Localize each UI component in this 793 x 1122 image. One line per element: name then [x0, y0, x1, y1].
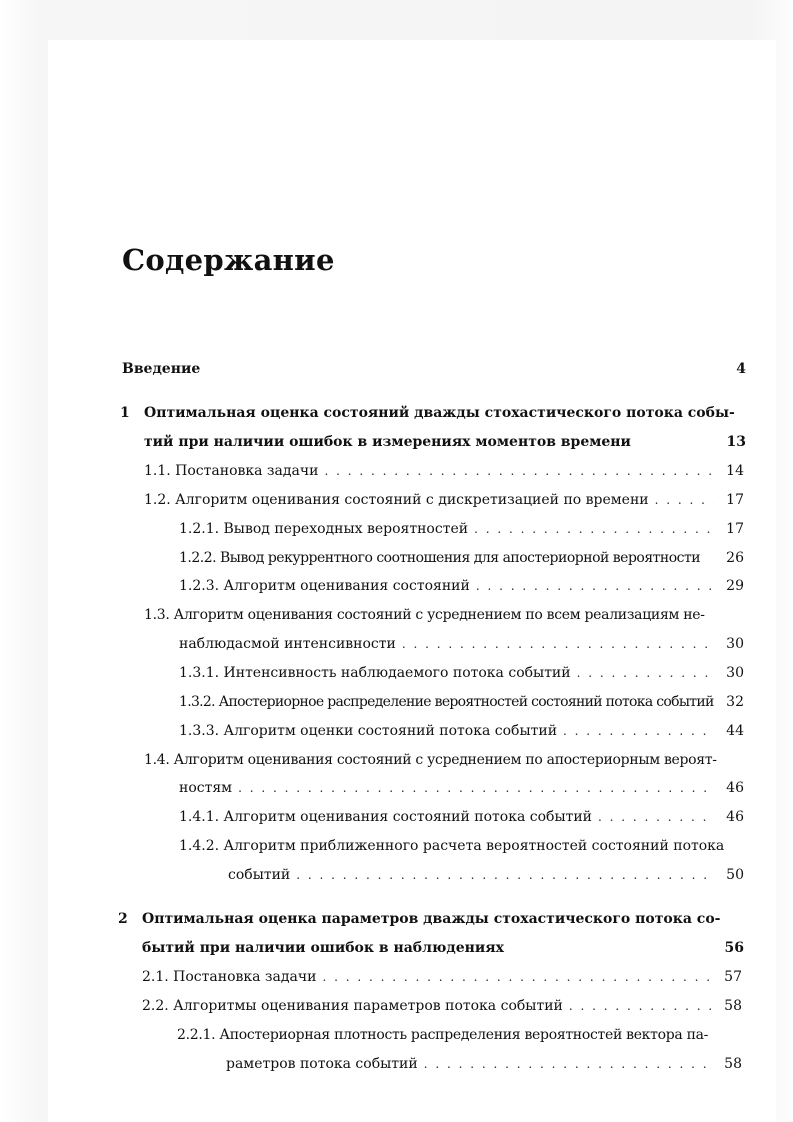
- toc-subsection-1-2-2[interactable]: [179, 548, 744, 568]
- chapter-title-line2: бытий при наличии ошибок в наблюдениях: [142, 940, 504, 956]
- toc-section-1-4-cont[interactable]: [179, 778, 744, 798]
- toc-page: 50: [726, 867, 744, 883]
- toc-subsection-1-3-3[interactable]: [179, 721, 744, 741]
- toc-page: 14: [726, 463, 744, 479]
- toc-chapter-2-cont[interactable]: [142, 938, 744, 958]
- toc-page: 56: [724, 940, 744, 956]
- toc-page: 46: [726, 780, 744, 796]
- toc-label-line1: 1.4. Алгоритм оценивания состояний с усреднением по апостериорным вероят-: [144, 752, 717, 768]
- chapter-title-line2: тий при наличии ошибок в измерениях моментов времени: [144, 434, 631, 450]
- toc-section-1-3-cont[interactable]: [179, 634, 744, 654]
- chapter-number: 2: [118, 911, 128, 927]
- toc-section-1-1[interactable]: [144, 461, 744, 481]
- toc-section-2-1[interactable]: [142, 967, 742, 987]
- chapter-title-line1: Оптимальная оценка состояний дважды стохастического потока собы-: [144, 405, 735, 421]
- toc-label: 2.1. Постановка задачи: [142, 969, 317, 985]
- toc-label: 1.2.2. Вывод рекуррентного соотношения для апостериорной вероятности: [179, 550, 701, 566]
- toc-section-1-4[interactable]: [144, 750, 744, 770]
- toc-page: 4: [736, 361, 746, 377]
- toc-entry-intro[interactable]: [122, 359, 746, 379]
- toc-page: 29: [726, 578, 744, 594]
- toc-label: 1.3.3. Алгоритм оценки состояний потока событий: [179, 723, 558, 739]
- toc-label: 2.2. Алгоритмы оценивания параметров потока событий: [142, 998, 563, 1014]
- toc-page: 26: [726, 550, 744, 566]
- toc-page: 57: [724, 969, 742, 985]
- toc-label-line2: наблюдасмой интенсивности: [179, 636, 396, 652]
- toc-label-line2: событий: [228, 867, 291, 883]
- toc-subsection-1-3-2[interactable]: [179, 692, 744, 712]
- toc-label-line2: ностям: [179, 780, 233, 796]
- page-title: Содержание: [122, 243, 335, 277]
- toc-label-line1: 1.4.2. Алгоритм приближенного расчета вероятностей состояний потока: [179, 838, 725, 854]
- toc-page: 58: [724, 1056, 742, 1072]
- toc-chapter-2[interactable]: [118, 909, 744, 929]
- toc-page: 17: [726, 521, 744, 537]
- toc-subsection-1-2-1[interactable]: [179, 519, 744, 539]
- toc-page: 17: [726, 492, 744, 508]
- toc-subsection-1-4-1[interactable]: [179, 807, 744, 827]
- toc-label: Введение: [122, 361, 201, 377]
- toc-section-1-2[interactable]: [144, 490, 744, 510]
- toc-section-1-3[interactable]: [144, 605, 744, 625]
- chapter-number: 1: [120, 405, 130, 421]
- toc-label: 1.2.3. Алгоритм оценивания состояний: [179, 578, 470, 594]
- toc-subsection-1-3-1[interactable]: [179, 663, 744, 683]
- toc-subsection-2-2-1[interactable]: [177, 1025, 742, 1045]
- toc-label: 1.3.2. Апостериорное распределение вероятностей состояний потока событий: [179, 694, 714, 710]
- toc-label: 1.3.1. Интенсивность наблюдаемого потока событий: [179, 665, 571, 681]
- toc-chapter-1-cont[interactable]: [144, 432, 746, 452]
- toc-page: 46: [726, 809, 744, 825]
- toc-subsection-1-4-2[interactable]: [179, 836, 744, 856]
- toc-subsection-1-4-2-cont[interactable]: [228, 865, 744, 885]
- chapter-title-line1: Оптимальная оценка параметров дважды стохастического потока со-: [142, 911, 721, 927]
- toc-label-line1: 1.3. Алгоритм оценивания состояний с усреднением по всем реализациям не-: [144, 607, 705, 623]
- toc-section-2-2[interactable]: [142, 996, 742, 1016]
- toc-label: 1.4.1. Алгоритм оценивания состояний потока событий: [179, 809, 592, 825]
- toc-label: 1.2. Алгоритм оценивания состояний с дискретизацией по времени: [144, 492, 649, 508]
- toc-label: 1.1. Постановка задачи: [144, 463, 319, 479]
- toc-page: 32: [726, 694, 744, 710]
- toc-subsection-1-2-3[interactable]: [179, 576, 744, 596]
- toc-chapter-1[interactable]: [120, 403, 746, 423]
- toc-label-line2: раметров потока событий: [226, 1056, 418, 1072]
- toc-page: 13: [726, 434, 746, 450]
- toc-subsection-2-2-1-cont[interactable]: [226, 1054, 742, 1074]
- toc-page: 30: [726, 665, 744, 681]
- toc-label: 1.2.1. Вывод переходных вероятностей: [179, 521, 469, 537]
- toc-label-line1: 2.2.1. Апостериорная плотность распределения вероятностей вектора па-: [177, 1027, 709, 1043]
- toc-page: 58: [724, 998, 742, 1014]
- toc-page: 30: [726, 636, 744, 652]
- toc-page: 44: [726, 723, 744, 739]
